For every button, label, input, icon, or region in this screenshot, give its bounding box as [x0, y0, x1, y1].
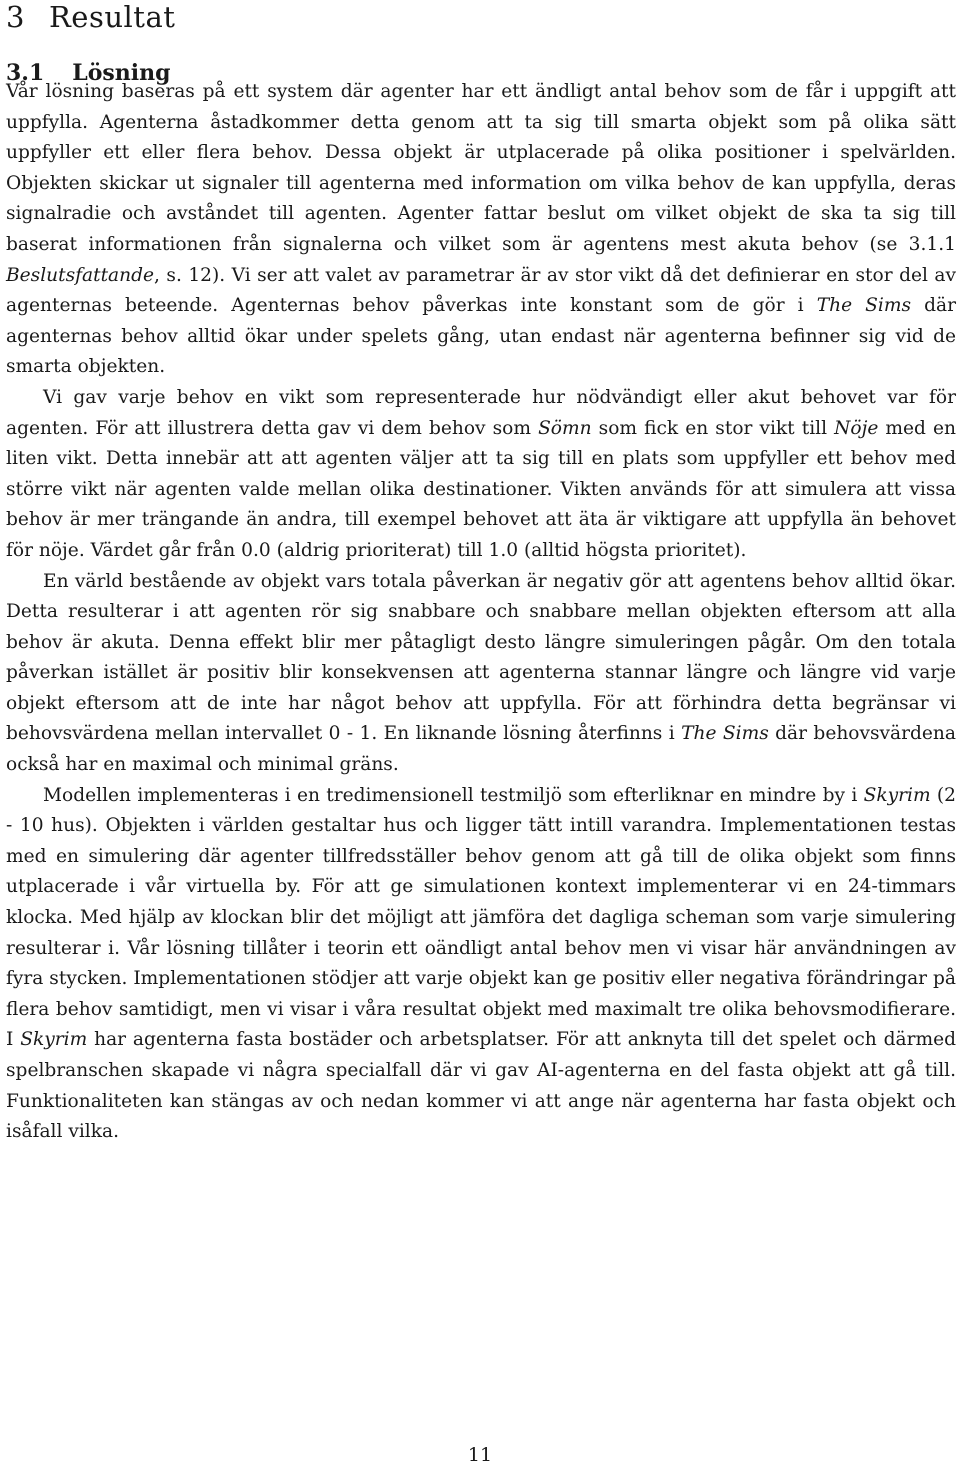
- paragraph-4: [6, 781, 956, 1148]
- game-title: Skyrim: [20, 1029, 88, 1051]
- need-term: Sömn: [538, 417, 592, 439]
- paragraph-1-text-b: , s. 12). Vi ser att valet av parametrar är av stor vikt då det definierar en stor del av agenternas beteende. Agenternas behov påverkas inte konstant som de gör i: [6, 264, 956, 317]
- paragraph-2-text-a: Vi gav varje behov en vikt som representerade hur nödvändigt eller akut behovet var för agenten. För att illustrera detta gav vi dem behov som: [6, 386, 956, 439]
- subsection-number: 3.1: [6, 60, 45, 86]
- paragraph-4-text-c: har agenterna fasta bostäder och arbetsplatser. För att anknyta till det spelet och därmed spelbranschen skapade vi några specialfall där vi gav AI-agenterna en del fasta objekt att gå till. Funktionaliteten kan stängas av och nedan kommer vi att ange när agenterna har fasta objekt och isåfall vilka.: [6, 1029, 956, 1143]
- section-heading: [6, 0, 175, 34]
- paragraph-3: [6, 567, 956, 781]
- paragraph-3-text-a: En värld bestående av objekt vars totala påverkan är negativ gör att agentens behov alltid ökar. Detta resulterar i att agenten rör sig snabbare och snabbare mellan objekten eftersom att alla behov är akuta. Denna effekt blir mer påtagligt desto längre simuleringen pågår. Om den totala påverkan istället är positiv blir konsekvensen att agenterna stannar längre och längre vid varje objekt eftersom att de inte har något behov att uppfylla. För att förhindra detta begränsar vi behovsvärdena mellan intervallet 0 - 1. En liknande lösning återfinns i: [6, 570, 956, 745]
- section-reference: Beslutsfattande: [6, 264, 155, 286]
- subsection-title: Lösning: [72, 60, 171, 86]
- paragraph-3-text-b: där behovsvärdena också har en maximal och minimal gräns.: [6, 723, 956, 776]
- paragraph-1-text-c: där agenternas behov alltid ökar under spelets gång, utan endast när agenterna befinner sig vid de smarta objekten.: [6, 295, 956, 378]
- paragraph-4-text-b: (2 - 10 hus). Objekten i världen gestaltar hus och ligger tätt intill varandra. Implementationen testas med en simulering där agenter tillfredsställer behov genom att gå till de olika objekt som finns utplacerade i vår virtuella by. För att ge simulationen kontext implementerar vi en 24-timmars klocka. Med hjälp av klockan blir det möjligt att jämföra det dagliga scheman som varje simulering resulterar i. Vår lösning tillåter i teorin ett oändligt antal behov men vi visar här användningen av fyra stycken. Implementationen stödjer att varje objekt kan ge positiv eller negativa förändringar på flera behov samtidigt, men vi visar i våra resultat objekt med maximalt tre olika behovsmodifierare. I: [6, 784, 957, 1051]
- section-number: 3: [6, 0, 25, 34]
- game-title: Skyrim: [863, 784, 931, 806]
- paragraph-2: [6, 383, 956, 567]
- game-title: The Sims: [816, 295, 912, 317]
- paragraph-4-text-a: Modellen implementeras i en tredimensionell testmiljö som efterliknar en mindre by i: [43, 784, 864, 806]
- need-term: Nöje: [834, 417, 879, 439]
- page-number: 11: [467, 1444, 493, 1466]
- section-title: Resultat: [48, 0, 176, 34]
- paragraph-2-text-c: med en liten vikt. Detta innebär att att agenten väljer att ta sig till en plats som uppfyller ett behov med större vikt när agenten valde mellan olika destinationer. Vikten används för att simulera att vissa behov är mer trängande än andra, till exempel behovet att äta är viktigare att uppfylla än behovet för nöje. Värdet går från 0.0 (aldrig prioriterat) till 1.0 (alltid högsta prioritet).: [6, 417, 956, 561]
- game-title: The Sims: [681, 723, 769, 745]
- body-text: [6, 77, 956, 1148]
- paragraph-1-text-a: Vår lösning baseras på ett system där agenter har ett ändligt antal behov som de får i uppgift att uppfylla. Agenterna åstadkommer detta genom att ta sig till smarta objekt som på olika sätt uppfyller ett eller flera behov. Dessa objekt är utplacerade på olika positioner i spelvärlden. Objekten skickar ut signaler till agenterna med information om vilka behov de kan uppfylla, deras signalradie och avståndet till agenten. Agenter fattar beslut om vilket objekt de ska ta sig till baserat informationen från signalerna och vilket som är agentens mest akuta behov (se 3.1.1: [6, 81, 956, 255]
- paragraph-2-text-b: som fick en stor vikt till: [591, 417, 835, 439]
- paragraph-1: [6, 77, 956, 383]
